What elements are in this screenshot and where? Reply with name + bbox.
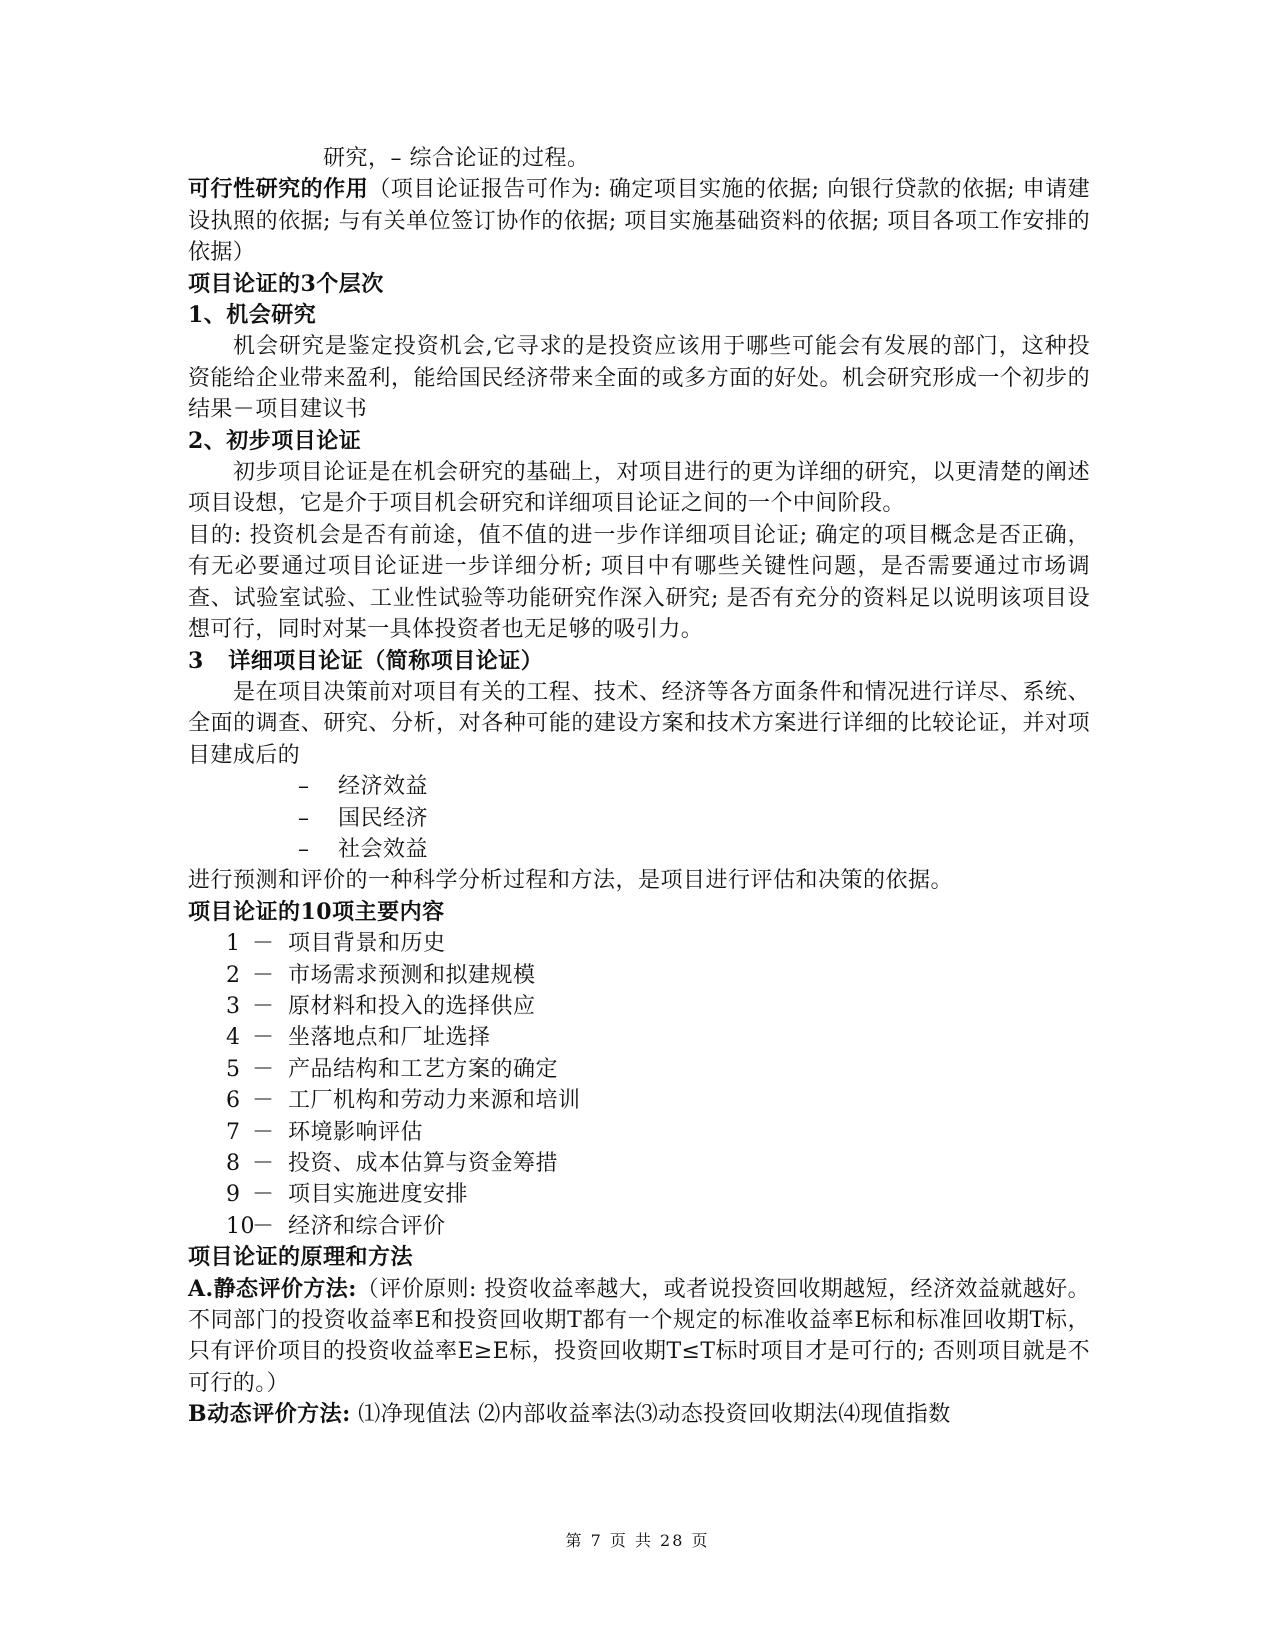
document-page — [188, 143, 1090, 1431]
list-item: 2 － 市场需求预测和拟建规模 — [226, 962, 536, 988]
page-number-footer: 第 7 页 共 28 页 — [565, 1531, 710, 1550]
levels-heading: 项目论证的3个层次 — [188, 270, 384, 297]
section-3-conclusion: 进行预测和评价的一种科学分析过程和方法，是项目进行评估和决策的依据。 — [188, 868, 954, 894]
list-item: 3 － 原材料和投入的选择供应 — [226, 993, 536, 1019]
section-1-heading: 1、机会研究 — [188, 302, 317, 329]
section-1-text: 机会研究是鉴定投资机会,它寻求的是投资应该用于哪些可能会有发展的部门，这种投资能给企业带来盈利，能给国民经济带来全面的或多方面的好处。机会研究形成一个初步的结果－项目建议书 — [188, 334, 1090, 423]
static-method-text: （评价原则: 投资收益率越大，或者说投资回收期越短，经济效益就越好。不同部门的投资收益率E和投资回收期T都有一个规定的标准收益率E标和标准回收期T标，只有评价项目的投资收益率E≥E标，投资回收期T≤T标时项目才是可行的; 否则项目就是不可行的。） — [188, 1276, 1090, 1396]
role-text: （项目论证报告可作为: 确定项目实施的依据; 向银行贷款的依据; 申请建设执照的依据; 与有关单位签订协作的依据; 项目实施基础资料的依据; 项目各项工作安排的依据） — [188, 177, 1091, 266]
role-label: 可行性研究的作用 — [188, 176, 369, 203]
list-item: 5 － 产品结构和工艺方案的确定 — [226, 1056, 559, 1082]
dynamic-method-label: B动态评价方法: — [188, 1401, 351, 1428]
role-paragraph — [188, 174, 1090, 268]
section-3-heading: 3 详细项目论证（简称项目论证） — [188, 647, 544, 674]
list-item: 10－ 经济和综合评价 — [226, 1213, 446, 1239]
list-item: 8 － 投资、成本估算与资金筹措 — [226, 1151, 559, 1176]
list-item: 1 － 项目背景和历史 — [226, 931, 446, 957]
dash-item: – 国民经济 — [298, 805, 429, 831]
section-3-text: 是在项目决策前对项目有关的工程、技术、经济等各方面条件和情况进行详尽、系统、全面的调查、研究、分析，对各种可能的建设方案和技术方案进行详细的比较论证，并对项目建成后的 — [188, 679, 1090, 768]
list-item: 9 － 项目实施进度安排 — [226, 1182, 469, 1208]
contents-heading: 项目论证的10项主要内容 — [188, 898, 445, 925]
dash-item: – 社会效益 — [298, 836, 429, 862]
static-method-label: A.静态评价方法: — [188, 1275, 357, 1302]
continuation-line: 研究，– 综合论证的过程。 — [323, 146, 590, 171]
dynamic-method-line — [188, 1399, 1090, 1430]
static-method-paragraph — [188, 1274, 1090, 1400]
list-item: 4 － 坐落地点和厂址选择 — [226, 1025, 491, 1051]
dynamic-method-text: ⑴净现值法 ⑵内部收益率法⑶动态投资回收期法⑷现值指数 — [350, 1402, 951, 1428]
list-item: 7 － 环境影响评估 — [226, 1119, 424, 1145]
section-2-text: 初步项目论证是在机会研究的基础上，对项目进行的更为详细的研究，以更清楚的阐述项目设想，它是介于项目机会研究和详细项目论证之间的一个中间阶段。 — [188, 460, 1090, 517]
methods-heading: 项目论证的原理和方法 — [188, 1244, 414, 1271]
section-2-purpose: 目的: 投资机会是否有前途，值不值的进一步作详细项目论证; 确定的项目概念是否正确，有无必要通过项目论证进一步详细分析; 项目中有哪些关键性问题，是否需要通过市场调查、试验室试验、工业性试验等功能研究作深入研究; 是否有充分的资料足以说明该项目设想可行，同时对某一具体投资者也无足够的吸引力。 — [188, 522, 1090, 643]
list-item: 6 － 工厂机构和劳动力来源和培训 — [226, 1088, 581, 1114]
section-2-heading: 2、初步项目论证 — [188, 427, 362, 454]
dash-item: – 经济效益 — [298, 774, 429, 800]
